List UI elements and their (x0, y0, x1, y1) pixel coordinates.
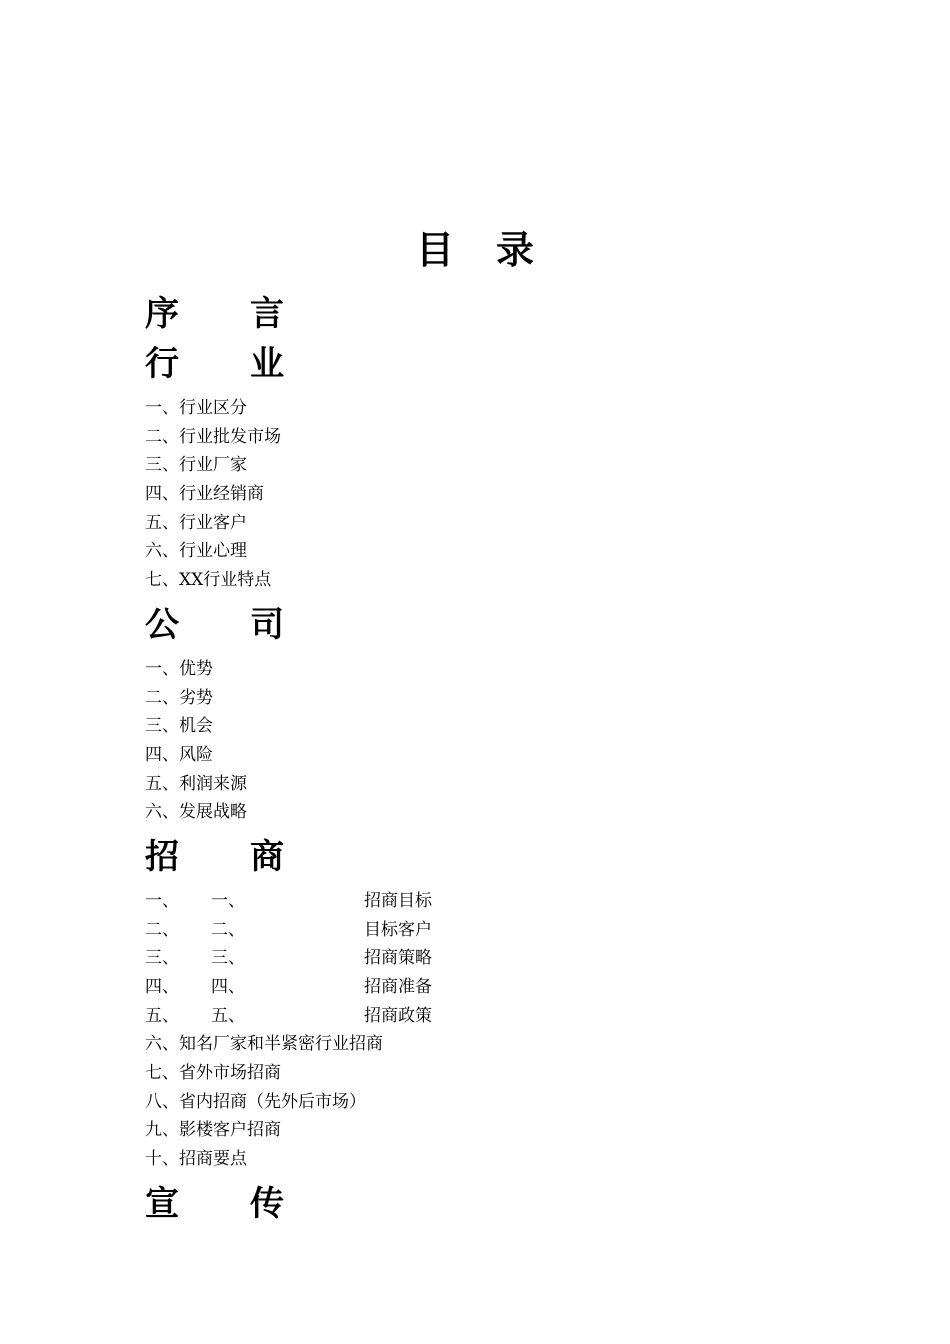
toc-item[interactable]: 十、招商要点 (145, 1149, 247, 1170)
toc-item[interactable]: 五、行业客户 (145, 512, 247, 533)
toc-item[interactable]: 六、知名厂家和半紧密行业招商 (145, 1034, 383, 1055)
toc-item[interactable]: 六、行业心理 (145, 541, 247, 562)
toc-item[interactable]: 四、 四、 招商准备 (145, 977, 432, 997)
table-of-contents (145, 284, 845, 1234)
toc-item[interactable]: 五、利润来源 (145, 773, 247, 794)
toc-item[interactable]: 四、风险 (145, 744, 213, 765)
title-char-1: 目 (415, 227, 454, 272)
toc-item[interactable]: 八、省内招商（先外后市场） (145, 1091, 366, 1112)
toc-item[interactable]: 五、 五、 招商政策 (145, 1005, 432, 1026)
page-title (0, 222, 950, 278)
toc-item[interactable]: 六、发展战略 (145, 802, 247, 823)
toc-item[interactable]: 三、机会 (145, 716, 213, 737)
toc-item[interactable]: 七、XX行业特点 (145, 570, 272, 591)
section-heading-investment[interactable]: 招 商 (145, 836, 284, 877)
toc-item[interactable]: 二、 二、 目标客户 (145, 919, 432, 940)
toc-item[interactable]: 二、劣势 (145, 687, 213, 708)
toc-item[interactable]: 九、影楼客户招商 (145, 1120, 281, 1141)
toc-item[interactable]: 七、省外市场招商 (145, 1063, 281, 1084)
toc-item[interactable]: 四、行业经销商 (145, 484, 264, 505)
toc-item[interactable]: 一、行业区分 (145, 398, 247, 418)
toc-item[interactable]: 三、行业厂家 (145, 455, 247, 476)
section-heading-company[interactable]: 公 司 (145, 604, 284, 645)
toc-item[interactable]: 一、 一、 招商目标 (145, 890, 432, 911)
section-heading-promotion[interactable]: 宣 传 (145, 1183, 284, 1224)
section-heading-industry[interactable]: 行 业 (145, 344, 284, 384)
title-char-2: 录 (496, 227, 535, 272)
toc-item[interactable]: 二、行业批发市场 (145, 426, 281, 447)
section-heading-preface[interactable]: 序 言 (145, 294, 284, 334)
toc-item[interactable]: 三、 三、 招商策略 (145, 948, 432, 969)
toc-item[interactable]: 一、优势 (145, 658, 213, 679)
